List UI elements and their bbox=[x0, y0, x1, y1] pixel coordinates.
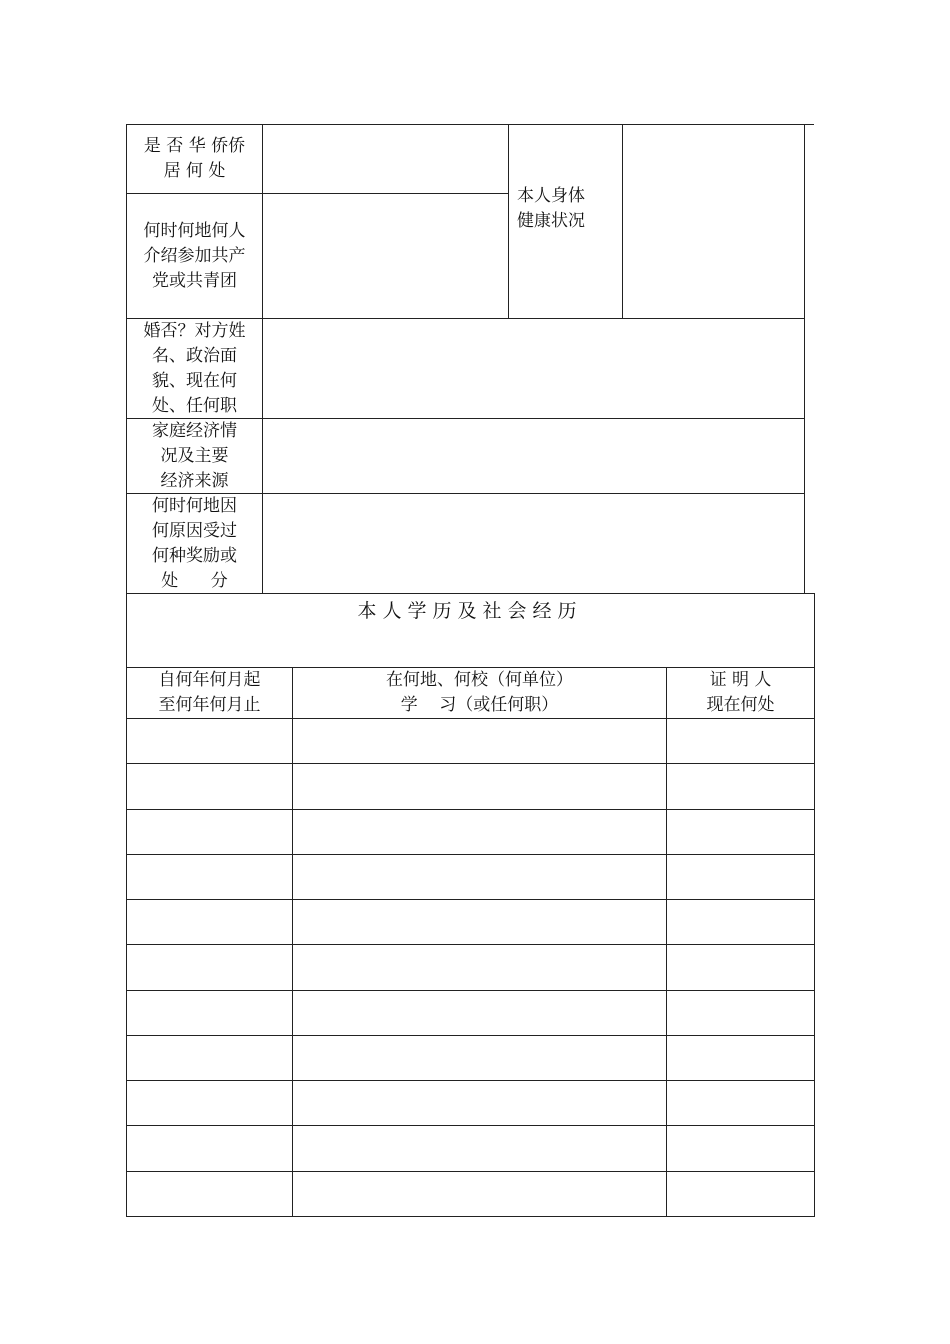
col-witness-header-line: 证 明 人 bbox=[709, 670, 772, 690]
history-place-cell[interactable] bbox=[293, 764, 666, 808]
history-place-cell[interactable] bbox=[293, 945, 666, 989]
history-period-cell[interactable] bbox=[127, 1081, 292, 1125]
health-label-line: 健康状况 bbox=[517, 211, 585, 231]
family-economy-field[interactable] bbox=[263, 419, 804, 493]
family-economy-label bbox=[127, 419, 262, 493]
history-period-cell[interactable] bbox=[127, 991, 292, 1035]
history-witness-cell[interactable] bbox=[667, 945, 814, 989]
health-label bbox=[509, 125, 622, 293]
overseas-chinese-label-line: 居 何 处 bbox=[163, 161, 226, 181]
party-intro-label-line: 党或共青团 bbox=[152, 270, 237, 291]
history-witness-cell[interactable] bbox=[667, 900, 814, 944]
overseas-chinese-label bbox=[127, 125, 262, 193]
history-witness-cell[interactable] bbox=[667, 1036, 814, 1080]
col-witness-header bbox=[667, 668, 814, 718]
history-period-cell[interactable] bbox=[127, 810, 292, 854]
rewards-label-line: 何原因受过 bbox=[152, 520, 237, 541]
history-place-cell[interactable] bbox=[293, 991, 666, 1035]
family-economy-label-line: 况及主要 bbox=[160, 445, 229, 466]
rewards-label-line: 何种奖励或 bbox=[152, 545, 237, 566]
party-intro-label bbox=[127, 194, 262, 318]
rewards-label-line: 处 分 bbox=[161, 570, 228, 591]
marriage-label-line: 处、任何职 bbox=[152, 395, 237, 416]
col-period-header bbox=[127, 668, 292, 718]
history-witness-cell[interactable] bbox=[667, 810, 814, 854]
upper-right-border bbox=[804, 124, 805, 594]
history-place-cell[interactable] bbox=[293, 855, 666, 899]
history-place-cell[interactable] bbox=[293, 900, 666, 944]
history-bottom-border bbox=[126, 1216, 815, 1217]
party-intro-label-line: 何时何地何人 bbox=[143, 220, 246, 241]
col-period-header-line: 自何年何月起 bbox=[158, 670, 261, 690]
history-place-cell[interactable] bbox=[293, 1081, 666, 1125]
health-field[interactable] bbox=[623, 125, 804, 318]
history-right-border bbox=[814, 593, 815, 1216]
history-witness-cell[interactable] bbox=[667, 1172, 814, 1216]
marriage-label-line: 貌、现在何 bbox=[152, 370, 237, 391]
col-place-header bbox=[293, 668, 666, 718]
marriage-label-line: 名、政治面 bbox=[152, 345, 237, 366]
rewards-label bbox=[127, 494, 262, 593]
rewards-field[interactable] bbox=[263, 494, 804, 593]
history-period-cell[interactable] bbox=[127, 1126, 292, 1170]
history-place-cell[interactable] bbox=[293, 1036, 666, 1080]
rewards-label-line: 何时何地因 bbox=[152, 495, 237, 516]
history-period-cell[interactable] bbox=[127, 719, 292, 763]
history-period-cell[interactable] bbox=[127, 855, 292, 899]
history-period-cell[interactable] bbox=[127, 945, 292, 989]
history-place-cell[interactable] bbox=[293, 810, 666, 854]
family-economy-label-line: 家庭经济情 bbox=[152, 420, 237, 441]
overseas-chinese-label-line: 是 否 华 侨侨 bbox=[143, 136, 246, 156]
row-divider-5 bbox=[126, 593, 814, 594]
history-place-cell[interactable] bbox=[293, 719, 666, 763]
marriage-label-line: 婚否？对方姓 bbox=[143, 320, 246, 341]
history-section-title: 本人学历及社会经历 bbox=[357, 600, 583, 622]
history-witness-cell[interactable] bbox=[667, 991, 814, 1035]
history-period-cell[interactable] bbox=[127, 1172, 292, 1216]
marriage-field[interactable] bbox=[263, 319, 804, 418]
col-place-header-line: 学 习（或任何职） bbox=[400, 695, 559, 715]
history-witness-cell[interactable] bbox=[667, 1126, 814, 1170]
history-period-cell[interactable] bbox=[127, 1036, 292, 1080]
health-label-line: 本人身体 bbox=[517, 186, 585, 206]
family-economy-label-line: 经济来源 bbox=[160, 470, 229, 491]
overseas-chinese-field[interactable] bbox=[263, 125, 508, 193]
party-intro-label-line: 介绍参加共产 bbox=[143, 245, 246, 266]
history-witness-cell[interactable] bbox=[667, 1081, 814, 1125]
party-intro-field[interactable] bbox=[263, 194, 508, 318]
history-witness-cell[interactable] bbox=[667, 719, 814, 763]
col-witness-header-line: 现在何处 bbox=[706, 695, 775, 715]
history-place-cell[interactable] bbox=[293, 1172, 666, 1216]
history-witness-cell[interactable] bbox=[667, 855, 814, 899]
history-witness-cell[interactable] bbox=[667, 764, 814, 808]
marriage-label bbox=[127, 319, 262, 418]
col-place-header-line: 在何地、何校（何单位） bbox=[386, 670, 573, 690]
history-place-cell[interactable] bbox=[293, 1126, 666, 1170]
history-period-cell[interactable] bbox=[127, 900, 292, 944]
history-period-cell[interactable] bbox=[127, 764, 292, 808]
col-period-header-line: 至何年何月止 bbox=[158, 695, 261, 715]
